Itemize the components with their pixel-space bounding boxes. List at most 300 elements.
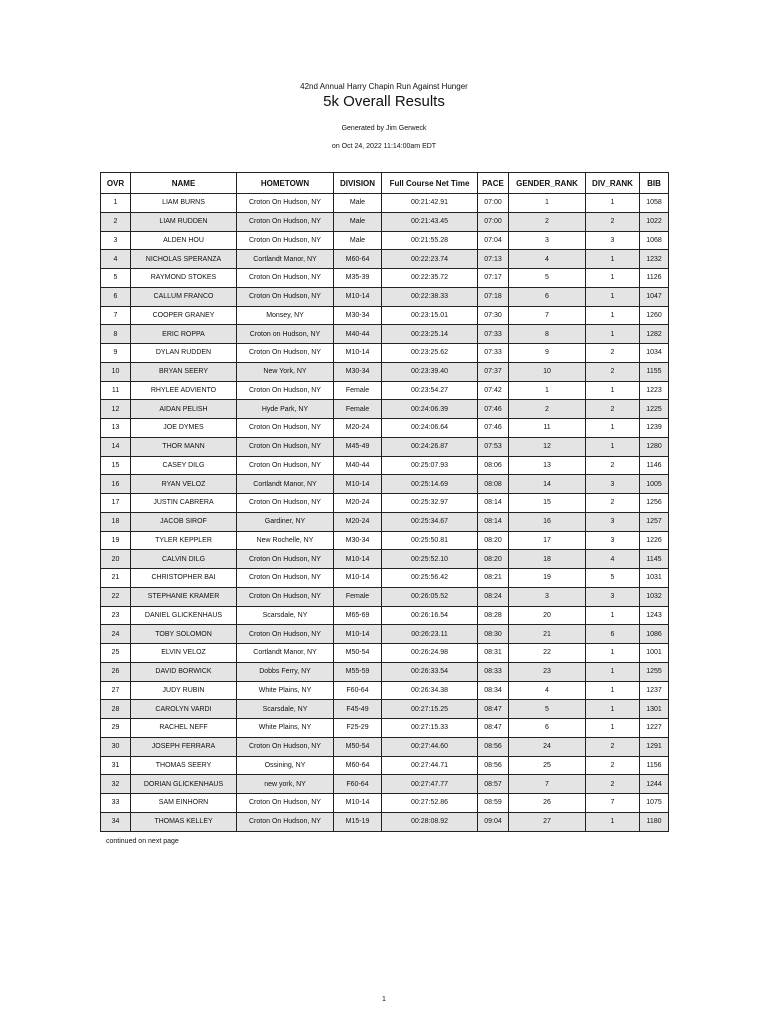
cell-ovr: 31 (101, 756, 131, 775)
cell-net-time: 00:27:44.60 (382, 737, 478, 756)
cell-pace: 08:20 (478, 550, 509, 569)
cell-hometown: Croton On Hudson, NY (237, 494, 334, 513)
table-row (101, 700, 669, 719)
cell-gender-rank: 2 (509, 400, 586, 419)
cell-ovr: 20 (101, 550, 131, 569)
cell-net-time: 00:25:34.67 (382, 512, 478, 531)
column-header-bib: BIB (640, 173, 669, 194)
cell-div-rank: 1 (586, 606, 640, 625)
cell-div-rank: 1 (586, 437, 640, 456)
cell-bib: 1257 (640, 512, 669, 531)
cell-division: M60-64 (334, 250, 382, 269)
cell-division: M65-69 (334, 606, 382, 625)
cell-bib: 1239 (640, 419, 669, 438)
cell-pace: 07:33 (478, 325, 509, 344)
cell-division: Male (334, 231, 382, 250)
cell-ovr: 17 (101, 494, 131, 513)
cell-gender-rank: 20 (509, 606, 586, 625)
cell-hometown: Ossining, NY (237, 756, 334, 775)
cell-hometown: Croton On Hudson, NY (237, 381, 334, 400)
cell-net-time: 00:21:43.45 (382, 212, 478, 231)
table-row (101, 381, 669, 400)
results-table-body (101, 194, 669, 832)
cell-div-rank: 3 (586, 531, 640, 550)
cell-name: DORIAN GLICKENHAUS (131, 775, 237, 794)
cell-bib: 1260 (640, 306, 669, 325)
cell-division: M20-24 (334, 419, 382, 438)
table-row (101, 306, 669, 325)
cell-name: THOMAS SEERY (131, 756, 237, 775)
cell-pace: 07:00 (478, 194, 509, 213)
table-row (101, 531, 669, 550)
cell-name: STEPHANIE KRAMER (131, 587, 237, 606)
cell-division: M40-44 (334, 456, 382, 475)
cell-div-rank: 2 (586, 775, 640, 794)
cell-net-time: 00:23:25.62 (382, 344, 478, 363)
cell-div-rank: 1 (586, 250, 640, 269)
cell-div-rank: 2 (586, 362, 640, 381)
column-header-div-rank: DIV_RANK (586, 173, 640, 194)
cell-gender-rank: 2 (509, 212, 586, 231)
table-row (101, 569, 669, 588)
cell-net-time: 00:23:15.01 (382, 306, 478, 325)
cell-pace: 08:24 (478, 587, 509, 606)
cell-ovr: 30 (101, 737, 131, 756)
cell-gender-rank: 10 (509, 362, 586, 381)
cell-division: Female (334, 400, 382, 419)
page-number: 1 (382, 996, 386, 1003)
table-row (101, 737, 669, 756)
cell-net-time: 00:26:23.11 (382, 625, 478, 644)
cell-name: JUSTIN CABRERA (131, 494, 237, 513)
cell-gender-rank: 24 (509, 737, 586, 756)
cell-pace: 09:04 (478, 812, 509, 831)
cell-net-time: 00:21:42.91 (382, 194, 478, 213)
cell-name: CALVIN DILG (131, 550, 237, 569)
cell-gender-rank: 6 (509, 719, 586, 738)
cell-net-time: 00:26:16.54 (382, 606, 478, 625)
cell-hometown: Cortlandt Manor, NY (237, 475, 334, 494)
cell-division: M10-14 (334, 344, 382, 363)
cell-pace: 07:53 (478, 437, 509, 456)
cell-ovr: 15 (101, 456, 131, 475)
table-row (101, 231, 669, 250)
cell-ovr: 13 (101, 419, 131, 438)
cell-name: JACOB SIROF (131, 512, 237, 531)
cell-net-time: 00:27:15.25 (382, 700, 478, 719)
cell-hometown: Croton On Hudson, NY (237, 287, 334, 306)
cell-div-rank: 1 (586, 700, 640, 719)
cell-pace: 07:17 (478, 269, 509, 288)
cell-div-rank: 5 (586, 569, 640, 588)
table-row (101, 400, 669, 419)
cell-net-time: 00:22:38.33 (382, 287, 478, 306)
page-title: 5k Overall Results (323, 93, 445, 110)
cell-name: ERIC ROPPA (131, 325, 237, 344)
cell-gender-rank: 1 (509, 194, 586, 213)
cell-ovr: 2 (101, 212, 131, 231)
cell-pace: 08:21 (478, 569, 509, 588)
cell-division: Male (334, 212, 382, 231)
cell-name: RAYMOND STOKES (131, 269, 237, 288)
cell-pace: 08:47 (478, 700, 509, 719)
cell-division: M20-24 (334, 512, 382, 531)
cell-bib: 1086 (640, 625, 669, 644)
column-header-ovr: OVR (101, 173, 131, 194)
cell-pace: 08:06 (478, 456, 509, 475)
column-header-net-time: Full Course Net Time (382, 173, 478, 194)
cell-ovr: 19 (101, 531, 131, 550)
cell-bib: 1301 (640, 700, 669, 719)
cell-pace: 08:31 (478, 644, 509, 663)
cell-bib: 1226 (640, 531, 669, 550)
table-row (101, 437, 669, 456)
cell-gender-rank: 1 (509, 381, 586, 400)
cell-pace: 07:42 (478, 381, 509, 400)
cell-net-time: 00:26:34.38 (382, 681, 478, 700)
cell-pace: 07:46 (478, 419, 509, 438)
cell-ovr: 24 (101, 625, 131, 644)
table-row (101, 794, 669, 813)
cell-name: CASEY DILG (131, 456, 237, 475)
cell-hometown: White Plains, NY (237, 681, 334, 700)
cell-div-rank: 4 (586, 550, 640, 569)
cell-division: M60-64 (334, 756, 382, 775)
cell-name: JOE DYMES (131, 419, 237, 438)
cell-name: DYLAN RUDDEN (131, 344, 237, 363)
cell-div-rank: 1 (586, 719, 640, 738)
cell-division: M20-24 (334, 494, 382, 513)
cell-net-time: 00:26:05.52 (382, 587, 478, 606)
cell-net-time: 00:25:52.10 (382, 550, 478, 569)
cell-div-rank: 1 (586, 381, 640, 400)
cell-pace: 08:28 (478, 606, 509, 625)
cell-division: M30-34 (334, 362, 382, 381)
cell-bib: 1232 (640, 250, 669, 269)
cell-pace: 07:04 (478, 231, 509, 250)
cell-div-rank: 7 (586, 794, 640, 813)
cell-bib: 1282 (640, 325, 669, 344)
cell-bib: 1280 (640, 437, 669, 456)
cell-bib: 1032 (640, 587, 669, 606)
cell-division: Female (334, 587, 382, 606)
cell-pace: 07:00 (478, 212, 509, 231)
cell-net-time: 00:27:44.71 (382, 756, 478, 775)
cell-hometown: Croton On Hudson, NY (237, 587, 334, 606)
cell-hometown: new york, NY (237, 775, 334, 794)
cell-net-time: 00:22:23.74 (382, 250, 478, 269)
column-header-pace: PACE (478, 173, 509, 194)
cell-hometown: Croton On Hudson, NY (237, 794, 334, 813)
cell-name: AIDAN PELISH (131, 400, 237, 419)
cell-bib: 1058 (640, 194, 669, 213)
column-header-hometown: HOMETOWN (237, 173, 334, 194)
column-header-division: DIVISION (334, 173, 382, 194)
cell-div-rank: 2 (586, 344, 640, 363)
cell-name: JUDY RUBIN (131, 681, 237, 700)
cell-pace: 08:59 (478, 794, 509, 813)
cell-ovr: 5 (101, 269, 131, 288)
cell-name: RYAN VELOZ (131, 475, 237, 494)
cell-ovr: 27 (101, 681, 131, 700)
cell-division: F60-64 (334, 775, 382, 794)
cell-gender-rank: 4 (509, 681, 586, 700)
cell-gender-rank: 3 (509, 587, 586, 606)
table-row (101, 550, 669, 569)
table-row (101, 812, 669, 831)
cell-gender-rank: 7 (509, 306, 586, 325)
cell-gender-rank: 16 (509, 512, 586, 531)
table-row (101, 362, 669, 381)
cell-pace: 08:20 (478, 531, 509, 550)
cell-name: RHYLEE ADVIENTO (131, 381, 237, 400)
cell-hometown: Croton On Hudson, NY (237, 212, 334, 231)
table-row (101, 681, 669, 700)
cell-division: M30-34 (334, 531, 382, 550)
results-table (100, 172, 669, 832)
cell-hometown: Monsey, NY (237, 306, 334, 325)
cell-div-rank: 1 (586, 194, 640, 213)
cell-net-time: 00:25:32.97 (382, 494, 478, 513)
cell-net-time: 00:21:55.28 (382, 231, 478, 250)
cell-hometown: Croton On Hudson, NY (237, 550, 334, 569)
cell-hometown: Croton On Hudson, NY (237, 231, 334, 250)
cell-ovr: 8 (101, 325, 131, 344)
cell-ovr: 7 (101, 306, 131, 325)
cell-pace: 08:14 (478, 494, 509, 513)
cell-ovr: 32 (101, 775, 131, 794)
cell-hometown: Croton On Hudson, NY (237, 194, 334, 213)
table-row (101, 419, 669, 438)
cell-hometown: Cortlandt Manor, NY (237, 250, 334, 269)
cell-net-time: 00:28:08.92 (382, 812, 478, 831)
cell-name: BRYAN SEERY (131, 362, 237, 381)
cell-name: LIAM BURNS (131, 194, 237, 213)
table-row (101, 512, 669, 531)
table-row (101, 756, 669, 775)
cell-hometown: Croton On Hudson, NY (237, 812, 334, 831)
cell-hometown: Cortlandt Manor, NY (237, 644, 334, 663)
cell-bib: 1256 (640, 494, 669, 513)
cell-name: DAVID BORWICK (131, 662, 237, 681)
cell-ovr: 25 (101, 644, 131, 663)
cell-div-rank: 1 (586, 662, 640, 681)
cell-div-rank: 3 (586, 231, 640, 250)
cell-pace: 08:34 (478, 681, 509, 700)
cell-div-rank: 3 (586, 475, 640, 494)
cell-gender-rank: 11 (509, 419, 586, 438)
cell-net-time: 00:27:52.86 (382, 794, 478, 813)
table-row (101, 625, 669, 644)
cell-ovr: 23 (101, 606, 131, 625)
cell-bib: 1146 (640, 456, 669, 475)
cell-pace: 07:13 (478, 250, 509, 269)
cell-div-rank: 2 (586, 494, 640, 513)
cell-ovr: 16 (101, 475, 131, 494)
cell-gender-rank: 3 (509, 231, 586, 250)
cell-bib: 1022 (640, 212, 669, 231)
cell-name: ELVIN VELOZ (131, 644, 237, 663)
cell-div-rank: 1 (586, 644, 640, 663)
cell-division: M10-14 (334, 625, 382, 644)
cell-ovr: 18 (101, 512, 131, 531)
cell-name: JOSEPH FERRARA (131, 737, 237, 756)
cell-pace: 08:30 (478, 625, 509, 644)
cell-div-rank: 2 (586, 737, 640, 756)
cell-name: NICHOLAS SPERANZA (131, 250, 237, 269)
table-row (101, 212, 669, 231)
cell-hometown: Scarsdale, NY (237, 606, 334, 625)
cell-bib: 1243 (640, 606, 669, 625)
cell-ovr: 34 (101, 812, 131, 831)
cell-hometown: Hyde Park, NY (237, 400, 334, 419)
cell-name: LIAM RUDDEN (131, 212, 237, 231)
cell-net-time: 00:24:26.87 (382, 437, 478, 456)
cell-name: CHRISTOPHER BAI (131, 569, 237, 588)
cell-gender-rank: 15 (509, 494, 586, 513)
cell-division: Female (334, 381, 382, 400)
cell-hometown: Croton On Hudson, NY (237, 569, 334, 588)
cell-hometown: Gardiner, NY (237, 512, 334, 531)
event-name: 42nd Annual Harry Chapin Run Against Hunger (300, 82, 468, 91)
generated-date: on Oct 24, 2022 11:14:00am EDT (331, 143, 437, 150)
cell-name: THOMAS KELLEY (131, 812, 237, 831)
cell-ovr: 3 (101, 231, 131, 250)
cell-division: M50-54 (334, 644, 382, 663)
cell-bib: 1180 (640, 812, 669, 831)
cell-gender-rank: 25 (509, 756, 586, 775)
cell-hometown: Dobbs Ferry, NY (237, 662, 334, 681)
cell-ovr: 6 (101, 287, 131, 306)
cell-hometown: Croton On Hudson, NY (237, 344, 334, 363)
cell-gender-rank: 22 (509, 644, 586, 663)
cell-pace: 07:46 (478, 400, 509, 419)
cell-ovr: 29 (101, 719, 131, 738)
cell-division: M10-14 (334, 550, 382, 569)
table-row (101, 662, 669, 681)
cell-bib: 1034 (640, 344, 669, 363)
cell-gender-rank: 12 (509, 437, 586, 456)
cell-div-rank: 2 (586, 400, 640, 419)
cell-division: M10-14 (334, 287, 382, 306)
cell-bib: 1047 (640, 287, 669, 306)
cell-net-time: 00:23:25.14 (382, 325, 478, 344)
cell-div-rank: 1 (586, 269, 640, 288)
cell-div-rank: 1 (586, 419, 640, 438)
cell-net-time: 00:23:39.40 (382, 362, 478, 381)
cell-hometown: Scarsdale, NY (237, 700, 334, 719)
cell-gender-rank: 18 (509, 550, 586, 569)
table-row (101, 287, 669, 306)
cell-div-rank: 2 (586, 212, 640, 231)
cell-div-rank: 1 (586, 325, 640, 344)
cell-gender-rank: 4 (509, 250, 586, 269)
cell-gender-rank: 5 (509, 269, 586, 288)
table-row (101, 250, 669, 269)
cell-ovr: 4 (101, 250, 131, 269)
cell-hometown: Croton On Hudson, NY (237, 419, 334, 438)
cell-bib: 1155 (640, 362, 669, 381)
cell-div-rank: 1 (586, 681, 640, 700)
cell-name: RACHEL NEFF (131, 719, 237, 738)
cell-bib: 1255 (640, 662, 669, 681)
cell-bib: 1126 (640, 269, 669, 288)
cell-division: M40-44 (334, 325, 382, 344)
cell-bib: 1225 (640, 400, 669, 419)
cell-division: F45-49 (334, 700, 382, 719)
table-row (101, 719, 669, 738)
cell-net-time: 00:23:54.27 (382, 381, 478, 400)
cell-bib: 1291 (640, 737, 669, 756)
cell-division: M10-14 (334, 475, 382, 494)
cell-pace: 07:18 (478, 287, 509, 306)
table-row (101, 494, 669, 513)
cell-ovr: 9 (101, 344, 131, 363)
cell-bib: 1227 (640, 719, 669, 738)
cell-div-rank: 3 (586, 512, 640, 531)
cell-bib: 1075 (640, 794, 669, 813)
cell-gender-rank: 27 (509, 812, 586, 831)
cell-hometown: Croton On Hudson, NY (237, 737, 334, 756)
cell-pace: 08:08 (478, 475, 509, 494)
cell-bib: 1068 (640, 231, 669, 250)
cell-name: COOPER GRANEY (131, 306, 237, 325)
cell-bib: 1031 (640, 569, 669, 588)
table-row (101, 606, 669, 625)
cell-hometown: New Rochelle, NY (237, 531, 334, 550)
cell-ovr: 12 (101, 400, 131, 419)
cell-pace: 08:57 (478, 775, 509, 794)
cell-name: CALLUM FRANCO (131, 287, 237, 306)
cell-hometown: Croton On Hudson, NY (237, 269, 334, 288)
cell-hometown: Croton On Hudson, NY (237, 625, 334, 644)
cell-division: M50-54 (334, 737, 382, 756)
cell-gender-rank: 14 (509, 475, 586, 494)
cell-div-rank: 2 (586, 456, 640, 475)
cell-name: THOR MANN (131, 437, 237, 456)
cell-net-time: 00:26:33.54 (382, 662, 478, 681)
cell-bib: 1244 (640, 775, 669, 794)
cell-name: TOBY SOLOMON (131, 625, 237, 644)
cell-name: DANIEL GLICKENHAUS (131, 606, 237, 625)
cell-name: TYLER KEPPLER (131, 531, 237, 550)
cell-division: F25-29 (334, 719, 382, 738)
cell-division: M15-19 (334, 812, 382, 831)
cell-division: M10-14 (334, 794, 382, 813)
cell-bib: 1237 (640, 681, 669, 700)
cell-net-time: 00:25:14.69 (382, 475, 478, 494)
cell-hometown: White Plains, NY (237, 719, 334, 738)
cell-gender-rank: 26 (509, 794, 586, 813)
cell-div-rank: 2 (586, 756, 640, 775)
table-row (101, 325, 669, 344)
cell-ovr: 21 (101, 569, 131, 588)
cell-gender-rank: 13 (509, 456, 586, 475)
cell-net-time: 00:25:07.93 (382, 456, 478, 475)
cell-gender-rank: 9 (509, 344, 586, 363)
cell-ovr: 1 (101, 194, 131, 213)
cell-net-time: 00:24:06.64 (382, 419, 478, 438)
cell-bib: 1223 (640, 381, 669, 400)
cell-pace: 08:47 (478, 719, 509, 738)
cell-net-time: 00:25:50.81 (382, 531, 478, 550)
cell-gender-rank: 8 (509, 325, 586, 344)
table-row (101, 475, 669, 494)
column-header-name: NAME (131, 173, 237, 194)
cell-division: M35-39 (334, 269, 382, 288)
cell-net-time: 00:27:47.77 (382, 775, 478, 794)
cell-bib: 1001 (640, 644, 669, 663)
